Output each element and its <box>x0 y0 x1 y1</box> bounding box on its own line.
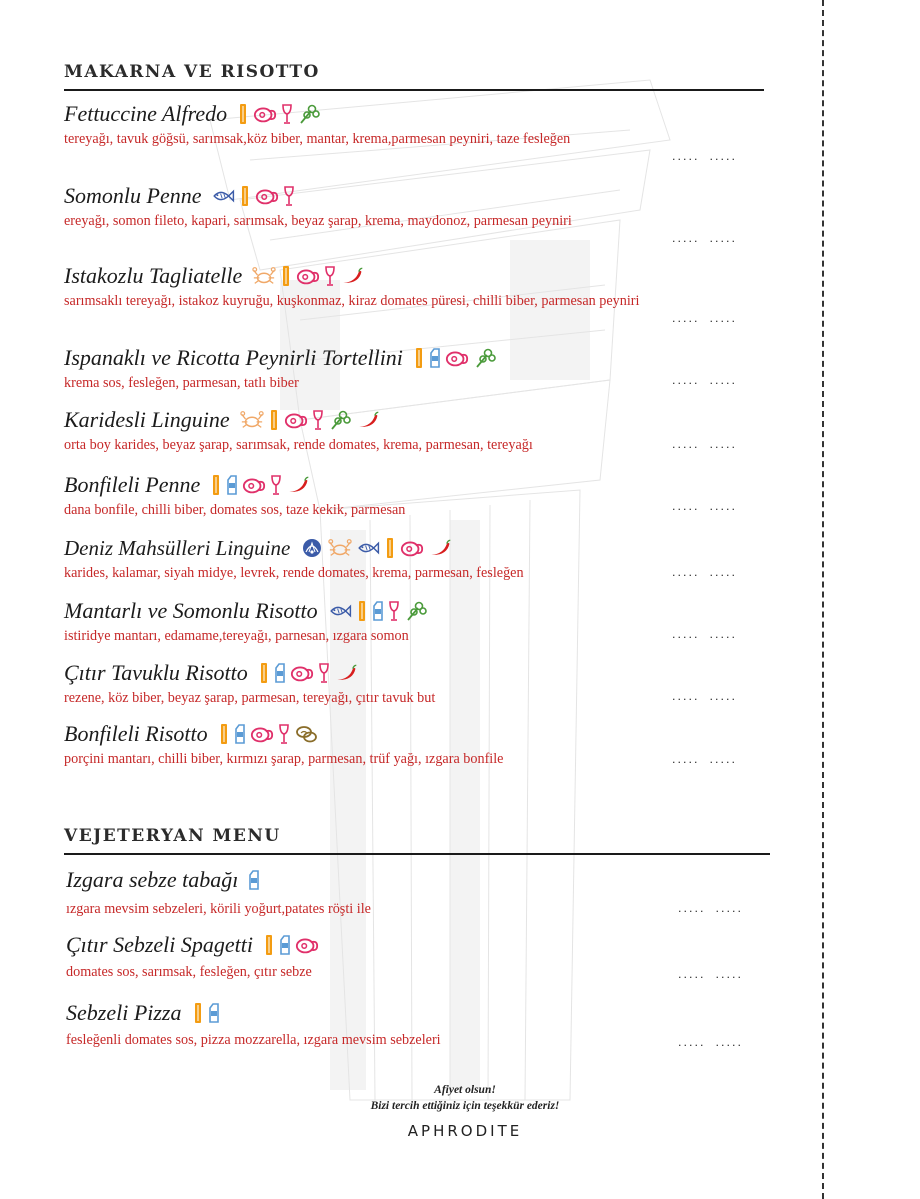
crab-icon <box>252 265 276 287</box>
mushroom-icon <box>294 723 318 745</box>
pasta-icon <box>239 185 251 207</box>
menu-item-citir-tavuklu-risotto <box>64 657 664 707</box>
milk-icon <box>208 1002 220 1024</box>
item-price: ..... ..... <box>672 690 737 703</box>
fish-icon <box>211 185 235 207</box>
menu-item-citir-sebzeli-spagetti <box>66 929 666 981</box>
pasta-icon <box>280 265 292 287</box>
section-rule <box>64 853 770 855</box>
item-description: karides, kalamar, siyah midye, levrek, rende domates, krema, parmesan, fesleğen <box>64 565 524 581</box>
footer-thanks: Bizi tercih ettiğiniz için teşekkür ederiz! <box>370 1100 560 1112</box>
allergen-icons <box>248 869 260 891</box>
pasta-icon <box>356 600 368 622</box>
section-title: VEJETERYAN MENU <box>64 826 281 846</box>
fish-icon <box>328 600 352 622</box>
wine-icon <box>388 600 400 622</box>
pasta-icon <box>218 723 230 745</box>
item-price: ..... ..... <box>672 628 737 641</box>
allergen-icons <box>210 474 310 496</box>
meat-icon <box>253 103 277 125</box>
brand-name: APHRODITE <box>407 1122 523 1140</box>
allergen-icons <box>263 934 319 956</box>
herb-icon <box>328 409 352 431</box>
menu-item-deniz-mahsulleri-linguine <box>64 532 664 582</box>
menu-item-istakozlu-tagliatelle <box>64 260 664 310</box>
milk-icon <box>226 474 238 496</box>
item-name: Fettuccine Alfredo <box>64 101 228 126</box>
item-name: Mantarlı ve Somonlu Risotto <box>64 598 318 623</box>
item-description: ereyağı, somon fileto, kapari, sarımsak, beyaz şarap, krema, maydonoz, parmesan peyniri <box>64 213 572 229</box>
pasta-icon <box>263 934 275 956</box>
meat-icon <box>290 662 314 684</box>
item-name: Somonlu Penne <box>64 183 202 208</box>
item-name: Çıtır Sebzeli Spagetti <box>66 932 253 957</box>
wine-icon <box>312 409 324 431</box>
item-name: Bonfileli Risotto <box>64 721 208 746</box>
item-description: ızgara mevsim sebzeleri, körili yoğurt,patates röşti ile <box>66 901 371 917</box>
wine-icon <box>283 185 295 207</box>
item-description: krema sos, fesleğen, parmesan, tatlı biber <box>64 375 299 391</box>
item-price: ..... ..... <box>672 374 737 387</box>
menu-item-bonfileli-penne <box>64 469 664 519</box>
chili-icon <box>356 409 380 431</box>
footer <box>300 1082 630 1140</box>
item-price: ..... ..... <box>678 968 743 981</box>
herb-icon <box>473 347 497 369</box>
milk-icon <box>274 662 286 684</box>
fish-icon <box>356 537 380 559</box>
chili-icon <box>340 265 364 287</box>
item-description: dana bonfile, chilli biber, domates sos, taze kekik, parmesan <box>64 502 406 518</box>
item-name: Deniz Mahsülleri Linguine <box>64 535 291 560</box>
allergen-icons <box>237 103 321 125</box>
item-name: Karidesli Linguine <box>64 407 230 432</box>
item-name: Sebzeli Pizza <box>66 1000 182 1025</box>
item-price: ..... ..... <box>672 566 737 579</box>
section-vejeteryan-menu <box>64 826 770 855</box>
item-description: tereyağı, tavuk göğsü, sarımsak,köz biber, mantar, krema,parmesan peyniri, taze fesleğen <box>64 131 571 147</box>
herb-icon <box>297 103 321 125</box>
wine-icon <box>278 723 290 745</box>
item-name: Bonfileli Penne <box>64 472 201 497</box>
shell-icon <box>300 537 324 559</box>
section-title: MAKARNA VE RISOTTO <box>64 62 320 82</box>
allergen-icons <box>218 723 318 745</box>
wine-icon <box>281 103 293 125</box>
meat-icon <box>284 409 308 431</box>
menu-item-mantarli-somonlu-risotto <box>64 595 664 645</box>
meat-icon <box>445 347 469 369</box>
item-name: Izgara sebze tabağı <box>66 867 239 892</box>
menu-item-ispanakli-tortellini <box>64 342 664 392</box>
pasta-icon <box>258 662 270 684</box>
item-name: Çıtır Tavuklu Risotto <box>64 660 248 685</box>
allergen-icons <box>192 1002 220 1024</box>
pasta-icon <box>384 537 396 559</box>
meat-icon <box>400 537 424 559</box>
item-price: ..... ..... <box>672 312 737 325</box>
menu-item-izgara-sebze-tabagi <box>66 864 666 918</box>
meat-icon <box>242 474 266 496</box>
section-makarna-ve-risotto <box>64 62 764 91</box>
chili-icon <box>428 537 452 559</box>
item-price: ..... ..... <box>672 438 737 451</box>
pasta-icon <box>237 103 249 125</box>
meat-icon <box>295 934 319 956</box>
item-description: orta boy karides, beyaz şarap, sarımsak, rende domates, krema, parmesan, tereyağı <box>64 437 533 453</box>
item-price: ..... ..... <box>672 232 737 245</box>
crab-icon <box>240 409 264 431</box>
item-price: ..... ..... <box>678 1036 743 1049</box>
item-price: ..... ..... <box>678 902 743 915</box>
menu-item-bonfileli-risotto <box>64 718 664 768</box>
meat-icon <box>296 265 320 287</box>
wine-icon <box>318 662 330 684</box>
menu-item-sebzeli-pizza <box>66 997 666 1049</box>
allergen-icons <box>252 265 364 287</box>
page-fold-dashed-line <box>822 0 824 1199</box>
herb-icon <box>404 600 428 622</box>
item-description: sarımsaklı tereyağı, istakoz kuyruğu, kuşkonmaz, kiraz domates püresi, chilli biber, parmesan peyniri <box>64 293 640 309</box>
allergen-icons <box>258 662 358 684</box>
menu-item-fettuccine-alfredo <box>64 98 664 148</box>
allergen-icons <box>211 185 295 207</box>
menu-item-somonlu-penne <box>64 180 664 230</box>
item-price: ..... ..... <box>672 500 737 513</box>
chili-icon <box>334 662 358 684</box>
milk-icon <box>234 723 246 745</box>
milk-icon <box>429 347 441 369</box>
item-price: ..... ..... <box>672 150 737 163</box>
wine-icon <box>270 474 282 496</box>
pasta-icon <box>192 1002 204 1024</box>
milk-icon <box>372 600 384 622</box>
item-description: domates sos, sarımsak, fesleğen, çıtır sebze <box>66 964 312 980</box>
footer-greeting: Afiyet olsun! <box>434 1084 496 1096</box>
item-description: fesleğenli domates sos, pizza mozzarella, ızgara mevsim sebzeleri <box>66 1032 441 1048</box>
meat-icon <box>250 723 274 745</box>
pasta-icon <box>268 409 280 431</box>
allergen-icons <box>413 347 497 369</box>
item-price: ..... ..... <box>672 753 737 766</box>
item-description: rezene, köz biber, beyaz şarap, parmesan, tereyağı, çıtır tavuk but <box>64 690 436 706</box>
allergen-icons <box>300 537 452 559</box>
milk-icon <box>279 934 291 956</box>
item-name: Ispanaklı ve Ricotta Peynirli Tortellini <box>64 345 403 370</box>
allergen-icons <box>240 409 380 431</box>
pasta-icon <box>210 474 222 496</box>
menu-item-karidesli-linguine <box>64 404 664 454</box>
pasta-icon <box>413 347 425 369</box>
wine-icon <box>324 265 336 287</box>
milk-icon <box>248 869 260 891</box>
meat-icon <box>255 185 279 207</box>
item-description: istiridye mantarı, edamame,tereyağı, parnesan, ızgara somon <box>64 628 409 644</box>
section-rule <box>64 89 764 91</box>
item-description: porçini mantarı, chilli biber, kırmızı şarap, parmesan, trüf yağı, ızgara bonfile <box>64 751 504 767</box>
item-name: Istakozlu Tagliatelle <box>64 263 243 288</box>
crab-icon <box>328 537 352 559</box>
allergen-icons <box>328 600 428 622</box>
chili-icon <box>286 474 310 496</box>
